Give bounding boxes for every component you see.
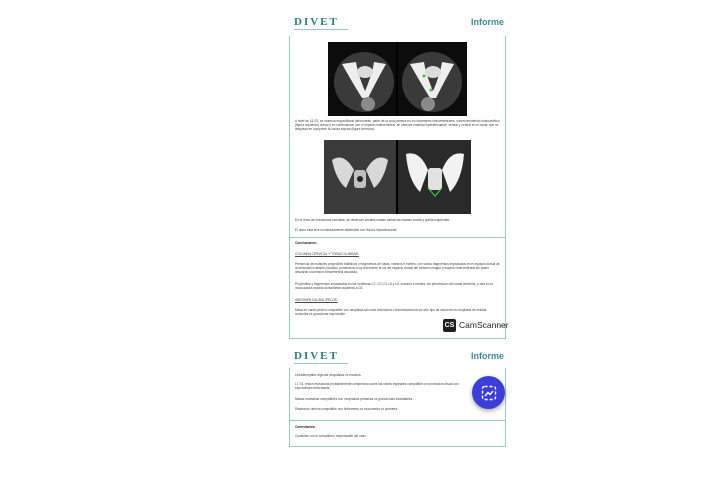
- conclusions-title: Conclusiones:: [295, 241, 317, 245]
- page-frame: [289, 36, 506, 339]
- page-frame-2: [289, 368, 506, 447]
- section-divider: [290, 237, 505, 238]
- section-text-column: Presencia de multiples proyectiles balisticos y fragmentos de balas, craneos e inertes, con varios fragmentos impactados en el espacio dorsal de la articulacion atlanto-occipital, penetrando muy levemente la luz del espacio dorsal del foramen magno y espacio intervertebral sin poder descartar una lesion intravertebral asociada.: [295, 262, 500, 275]
- conclusion-line-4: Distension uterina compatible con hidrometra vs mucometra vs piometra.: [295, 407, 399, 411]
- findings-paragraph-3: El utero esta leve moderadamente distendido con fluidos hipoatenuante.: [295, 228, 398, 232]
- ct-image-bottom: [324, 140, 471, 214]
- section-text-column-2: Proyectiles y fragmentos impactados en las vertebras C1, C2-C3, L6 y L6, craneos e inertes, sin penetracion del canal vertebral, y otro en la musculatura epaxial dorsolateral izquierda a C5.: [295, 282, 493, 291]
- logo-underline: [294, 29, 348, 32]
- header-title-2: Informe: [470, 351, 504, 361]
- section-text-abdomen: Masa en canal pelvico compatible con neoplasia tal como leiomioma o leiomiosarcoma sin otro tipo de sarcoma vs neoplasia de celulas redondas vs granuloma improbable.: [295, 308, 487, 317]
- divet-logo-2: DIVET: [294, 350, 339, 362]
- divet-logo: DIVET: [294, 16, 339, 28]
- conclusion-line-2: L7-S1: lesion estructural probablemente compresiva sobre las raices espinales compatible con protrusion discal con espondilosis deformante.: [295, 382, 459, 391]
- screenshot-icon: [481, 385, 497, 401]
- page-header-2: [289, 348, 506, 370]
- comments-title: Comentarios:: [295, 425, 316, 429]
- header-title: Informe: [470, 17, 504, 27]
- conclusion-line-3: Masas mamarias compatibles con neoplasias primarias vs granulomas intaratables.: [295, 397, 414, 401]
- camscanner-watermark: [443, 318, 509, 332]
- findings-paragraph-2: En el resto de estructuras incluidas, se observan senales masas ostras las mamas cuarta y quinta izquierdas.: [295, 218, 450, 222]
- logo-underline-2: [294, 363, 348, 366]
- ct-image-top: [328, 42, 467, 116]
- conclusion-line-1: Linfadenopatia regional neoplasica vs reactiva.: [295, 373, 362, 377]
- report-page-1: [289, 14, 506, 340]
- section-title-column: COLUMNA CERVICAL Y TORACOLUMBAR:: [295, 252, 359, 256]
- findings-paragraph-1: A nivel de L5-S1, se observa espondilosis deformante, parte de la cual penetra en los foramenes intervertebrales, sobrecrecimiento osteoartritico (figura izquierda) dorsal y en continuacion con el espacio intervertebral, se observa material hiperatenuante, ventral y central en el canal, que se desplaza en comprimir la cauda equina (figura derecha).: [295, 119, 500, 132]
- camscanner-logo: CS: [443, 319, 456, 332]
- section-title-abdomen: ABDOMEN CAUDAL/PELVIS:: [295, 298, 338, 302]
- screenshot-fab-button[interactable]: [472, 376, 505, 409]
- comments-text: Consultar con el compañero responsable del caso.: [295, 434, 367, 438]
- section-divider-2: [290, 420, 505, 421]
- page-header: [289, 14, 506, 36]
- camscanner-label: CamScanner: [459, 320, 509, 330]
